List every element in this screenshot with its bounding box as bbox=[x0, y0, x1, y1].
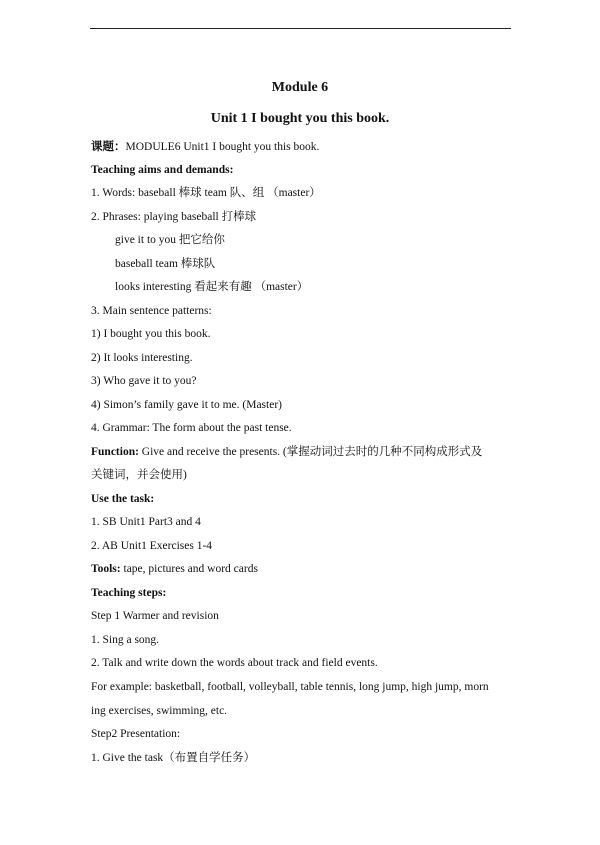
sentence-item: 2) It looks interesting. bbox=[91, 352, 193, 364]
tools-line bbox=[91, 562, 258, 576]
sentence-patterns-heading: 3. Main sentence patterns: bbox=[91, 305, 212, 317]
line-text: MODULE6 Unit1 I bought you this book. bbox=[125, 141, 320, 153]
phrase-item: give it to you 把它给你 bbox=[115, 234, 225, 246]
line-label: Tools: bbox=[91, 563, 121, 575]
topic-line bbox=[91, 140, 319, 154]
line-label: 课题： bbox=[91, 141, 126, 153]
aims-heading bbox=[91, 163, 233, 177]
use-task-heading bbox=[91, 492, 154, 506]
task-item: 2. AB Unit1 Exercises 1-4 bbox=[91, 540, 213, 552]
line-label: Teaching steps: bbox=[91, 587, 167, 599]
steps-heading bbox=[91, 586, 166, 600]
page-subtitle: Unit 1 I bought you this book. bbox=[210, 111, 390, 126]
phrase-item: baseball team 棒球队 bbox=[115, 258, 216, 270]
phrase-item: looks interesting 看起来有趣 （master） bbox=[115, 281, 309, 293]
line-text: Give and receive the presents. (掌握动词过去时的几种不同构成形式及 bbox=[138, 446, 483, 458]
step-heading: Step2 Presentation: bbox=[91, 728, 181, 740]
task-item: 1. SB Unit1 Part3 and 4 bbox=[91, 516, 201, 528]
function-line-continued: 关键词，并会使用) bbox=[91, 469, 187, 481]
step-item: 1. Give the task（布置自学任务） bbox=[91, 752, 256, 764]
step-heading: Step 1 Warmer and revision bbox=[91, 610, 219, 622]
grammar-line: 4. Grammar: The form about the past tense. bbox=[91, 422, 292, 434]
example-line: For example: basketball, football, volleyball, table tennis, long jump, high jump, morn bbox=[91, 681, 489, 693]
line-label: Teaching aims and demands: bbox=[91, 164, 234, 176]
sentence-item: 1) I bought you this book. bbox=[91, 328, 211, 340]
sentence-item: 4) Simon’s family gave it to me. (Master) bbox=[91, 399, 282, 411]
line-text: tape, pictures and word cards bbox=[120, 563, 258, 575]
example-line-continued: ing exercises, swimming, etc. bbox=[91, 705, 228, 717]
page-title: Module 6 bbox=[271, 80, 329, 95]
sentence-item: 3) Who gave it to you? bbox=[91, 375, 197, 387]
function-line bbox=[91, 445, 482, 459]
line-label: Function: bbox=[91, 446, 139, 458]
step-item: 2. Talk and write down the words about track and field events. bbox=[91, 657, 378, 669]
line-label: Use the task: bbox=[91, 493, 155, 505]
aims-phrases: 2. Phrases: playing baseball 打棒球 bbox=[91, 211, 257, 223]
aims-words: 1. Words: baseball 棒球 team 队、组 （master） bbox=[91, 187, 321, 199]
step-item: 1. Sing a song. bbox=[91, 634, 160, 646]
header-rule bbox=[90, 28, 511, 29]
